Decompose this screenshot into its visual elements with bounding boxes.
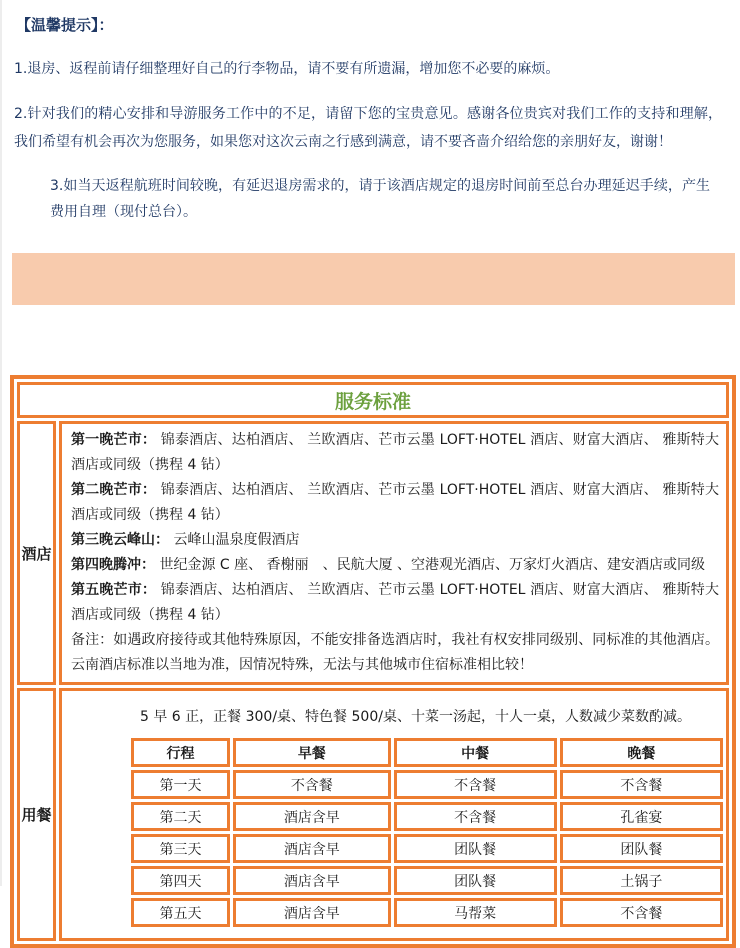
hotel-line-2 (71, 478, 719, 528)
meal-cell-day: 第五天 (131, 898, 230, 927)
meal-cell-dinner: 不含餐 (560, 898, 723, 927)
meal-cell-dinner: 不含餐 (560, 770, 723, 799)
meal-cell-day: 第四天 (131, 866, 230, 895)
meal-cell-lunch: 不含餐 (394, 770, 557, 799)
hotel-line-4-label: 第四晚腾冲： (71, 557, 155, 573)
meal-row-label: 用餐 (17, 688, 56, 941)
meal-cell-breakfast: 不含餐 (233, 770, 390, 799)
warm-tips-section (2, 0, 740, 225)
meal-cell-dinner: 土锅子 (560, 866, 723, 895)
hotel-line-1-text: 锦泰酒店、达柏酒店、 兰欧酒店、芒市云墨 LOFT·HOTEL 酒店、财富大酒店、 雅斯特大酒店或同级（携程 4 钻） (71, 432, 719, 473)
meal-cell-breakfast: 酒店含早 (233, 802, 390, 831)
tip-item-1: 1.退房、返程前请仔细整理好自己的行李物品，请不要有所遗漏，增加您不必要的麻烦。 (14, 61, 560, 77)
meal-cell-dinner: 孔雀宴 (560, 802, 723, 831)
hotel-line-2-label: 第二晚芒市： (71, 482, 157, 498)
warm-tips-title: 【温馨提示】： (16, 16, 114, 34)
meal-header-lunch: 中餐 (394, 738, 557, 767)
meal-cell-lunch: 不含餐 (394, 802, 557, 831)
service-standards-table (10, 375, 736, 948)
meal-cell-day: 第二天 (131, 802, 230, 831)
hotel-row (17, 421, 729, 685)
meal-cell-lunch: 团队餐 (394, 834, 557, 863)
hotel-line-1-label: 第一晚芒市： (71, 432, 157, 448)
meal-row-content (59, 688, 729, 941)
hotel-remark-line (71, 628, 719, 678)
meal-table-row-day5 (131, 898, 723, 927)
tip-item-2: 2.针对我们的精心安排和导游服务工作中的不足，请留下您的宝贵意见。感谢各位贵宾对我们工作的支持和理解，我们希望有机会再次为您服务，如果您对这次云南之行感到满意，请不要吝啬介绍给您的亲朋好友，谢谢！ (14, 106, 722, 150)
meal-table-row-day3 (131, 834, 723, 863)
tip-item-3: 3.如当天返程航班时间较晚，有延迟退房需求的，请于该酒店规定的退房时间前至总台办理延迟手续，产生费用自理（现付总台）。 (50, 178, 710, 220)
meal-cell-breakfast: 酒店含早 (233, 834, 390, 863)
meal-table-row-day1 (131, 770, 723, 799)
meal-header-dinner: 晚餐 (560, 738, 723, 767)
meal-cell-lunch: 马帮菜 (394, 898, 557, 927)
meal-header-itinerary: 行程 (131, 738, 230, 767)
hotel-line-5-label: 第五晚芒市： (71, 582, 157, 598)
meal-cell-lunch: 团队餐 (394, 866, 557, 895)
hotel-line-3-text: 云峰山温泉度假酒店 (169, 532, 300, 548)
hotel-line-3-label: 第三晚云峰山： (71, 532, 169, 548)
hotel-line-2-text: 锦泰酒店、达柏酒店、 兰欧酒店、芒市云墨 LOFT·HOTEL 酒店、财富大酒店、 雅斯特大酒店或同级（携程 4 钻） (71, 482, 719, 523)
meal-cell-breakfast: 酒店含早 (233, 866, 390, 895)
hotel-line-5 (71, 578, 719, 628)
meal-header-breakfast: 早餐 (233, 738, 390, 767)
highlight-band (12, 253, 735, 305)
hotel-line-1 (71, 428, 719, 478)
hotel-line-3 (71, 528, 719, 553)
meal-cell-day: 第一天 (131, 770, 230, 799)
meal-table-row-day4 (131, 866, 723, 895)
meal-cell-breakfast: 酒店含早 (233, 898, 390, 927)
meal-intro-text: 5 早 6 正，正餐 300/桌、特色餐 500/桌、十菜一汤起，十人一桌，人数减少菜数酌减。 (140, 709, 691, 725)
meal-header-row (131, 738, 723, 767)
meal-table-row-day2 (131, 802, 723, 831)
hotel-line-5-text: 锦泰酒店、达柏酒店、 兰欧酒店、芒市云墨 LOFT·HOTEL 酒店、财富大酒店、 雅斯特大酒店或同级（携程 4 钻） (71, 582, 719, 623)
hotel-row-label: 酒店 (17, 421, 56, 685)
hotel-line-4-text: 世纪金源 C 座、 香榭丽 、民航大厦 、空港观光酒店、万家灯火酒店、建安酒店或同级 (155, 557, 706, 573)
hotel-line-4 (71, 553, 719, 578)
meal-cell-dinner: 团队餐 (560, 834, 723, 863)
hotel-row-content (59, 421, 729, 685)
service-table-title-row (17, 382, 729, 418)
meal-schedule-table (128, 735, 726, 930)
hotel-remark-text: 备注：如遇政府接待或其他特殊原因，不能安排备选酒店时，我社有权安排同级别、同标准的其他酒店。云南酒店标准以当地为准，因情况特殊，无法与其他城市住宿标准相比较！ (71, 632, 719, 673)
meal-cell-day: 第三天 (131, 834, 230, 863)
meal-row (17, 688, 729, 941)
service-table-title: 服务标准 (17, 382, 729, 418)
